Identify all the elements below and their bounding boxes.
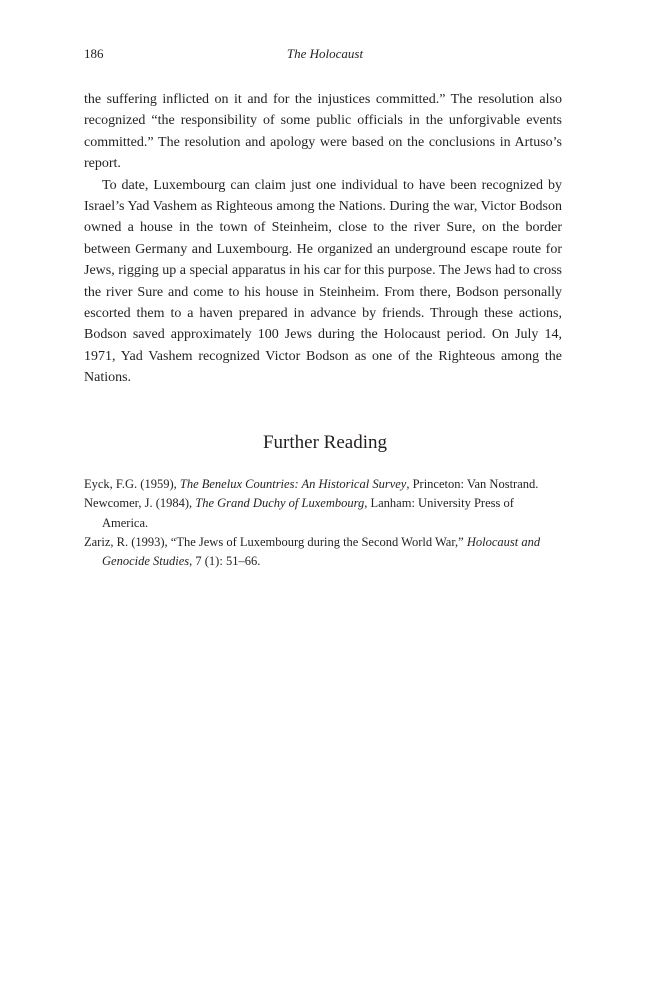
reference-publisher: , Lanham: University Press of America. (102, 496, 514, 530)
reference-publisher: , 7 (1): 51–66. (189, 554, 261, 569)
reference-title: Holocaust and Genocide Studies (102, 534, 541, 569)
running-head: The Holocaust (286, 46, 364, 61)
reference-title: The Benelux Countries: An Historical Survey (179, 477, 407, 491)
reference-list (84, 475, 562, 571)
section-heading: Further Reading (262, 432, 387, 453)
paragraph: the suffering inflicted on it and for the injustices committed.” The resolution also recognized “the responsibility of some public officials in the unforgivable events committed.” The resolution and apology were based on the conclusions in Artuso’s report. (84, 92, 562, 172)
reference-entry (84, 533, 562, 572)
reference-author-year: Zariz, R. (1993), “The Jews of Luxembourg during the Second World War,” (84, 534, 467, 549)
body-text (84, 89, 562, 389)
reference-author-year: Newcomer, J. (1984), (84, 496, 196, 511)
paragraph: To date, Luxembourg can claim just one individual to have been recognized by Israel’s Yad Vashem as Righteous among the Nations. During the war, Victor Bodson owned a house in the town of Steinheim, close to the river Sure, on the border between Germany and Luxembourg. He organized an underground escape route for Jews, rigging up a special apparatus in his car for this purpose. The Jews had to cross the river Sure and come to his house in Steinheim. From there, Bodson personally escorted them to a haven prepared in advance by friends. Through these actions, Bodson saved approximately 100 Jews during the Holocaust period. On July 14, 1971, Yad Vashem recognized Victor Bodson as one of the Righteous among the Nations. (84, 177, 562, 386)
reference-publisher: , Princeton: Van Nostrand. (406, 477, 539, 491)
reference-author-year: Eyck, F.G. (1959), (84, 477, 180, 491)
reference-entry (84, 475, 562, 494)
reference-title: The Grand Duchy of Luxembourg (195, 496, 365, 511)
reference-entry (84, 494, 562, 533)
page-number: 186 (84, 46, 104, 61)
